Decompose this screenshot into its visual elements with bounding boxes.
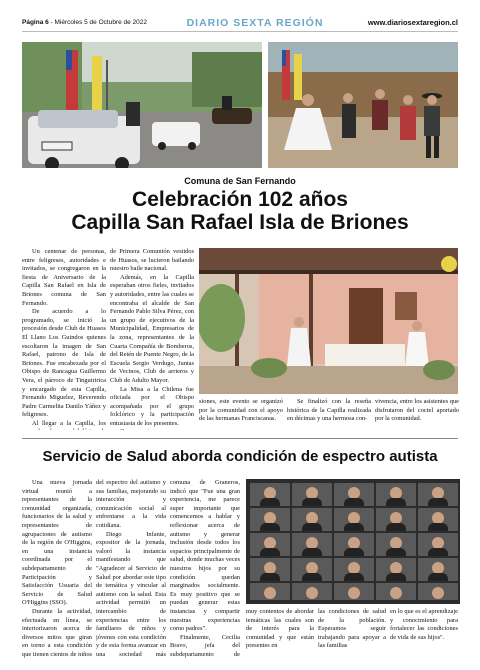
page-header [22, 14, 458, 32]
participant-tile [292, 558, 332, 581]
story2-paragraph: las condiciones de salud de la población. Esperamos seguir trabajando para apoyar a las familias [318, 608, 386, 650]
participant-tile [418, 483, 458, 506]
story2-column-4 [246, 608, 314, 660]
story2-paragraph: comuna de Graneros, indicó que "Fue una gran experiencia, me parece super importante que comencemos a hablar y reflexionar acerca de autismo y generar inclusión desde todos los espacios principalmente de salud, donde muchas veces nuestros hijos por su condición quedan marginados socialmente. Es muy positivo que se puedan generar estas instancias y compartir nuestras experiencias como padres". [170, 479, 240, 633]
story1-paragraph [110, 428, 194, 430]
participant-tile [334, 558, 374, 581]
story1-paragraph: La Misa a la Chilena fue oficiada por el Obispo acompañada por el grupo folclórico y la participación entusiasta de los presentes. [110, 385, 194, 427]
story2-paragraph: Diego Infante, expositor de la jornada, valoró la instancia manifestando que "Agradecer al Servicio de Salud por abordar este tipo de temática y vincular al autismo con la salud. Esta actividad permitió un intercambio de experiencias entre los familiares de niños y jóvenes con esta condición y de esta forma avanzar en una sociedad más [96, 530, 166, 658]
story2-paragraph: muy contentos de abordar temáticas las cuales son de interés para la comunidad y que están presentes en [246, 608, 314, 650]
participant-tile [250, 583, 290, 600]
website-link[interactable]: www.diariosextaregion.cl [367, 18, 458, 27]
story1-paragraph: Se finalizó con la reseña histórica de la Capilla realizada en décimas y una hermosa con- [287, 398, 371, 423]
story1-column-1 [22, 248, 106, 430]
participant-tile [418, 558, 458, 581]
chapel-mass-photo [199, 248, 458, 394]
story1-paragraph: de Primera Comunión vestidos de Huasos, se lucieron bailando nuestro baile nacional. [110, 248, 194, 273]
story1-paragraph: vivencia, entre los asistentes que disfrutaron del coctel aportado por la comunidad. [375, 398, 459, 423]
participant-tile [250, 533, 290, 556]
page-number: Página 6 [22, 19, 49, 26]
story2-paragraph: Finalmente, Cecilia Bravo, jefa del subdepartamento de [170, 633, 240, 658]
participant-tile [292, 483, 332, 506]
story2-column-1 [22, 479, 92, 659]
story1-column-4 [287, 398, 371, 430]
story2-column-2 [96, 479, 166, 659]
participant-tile [418, 533, 458, 556]
video-conference-photo [246, 479, 460, 604]
participant-tile [376, 558, 416, 581]
participant-tile [292, 508, 332, 531]
participant-tile [376, 583, 416, 600]
story1-headline [22, 188, 458, 234]
story1-column-5 [375, 398, 459, 430]
story1-headline-line2: Capilla San Rafael Isla de Briones [71, 211, 409, 234]
participant-tile [418, 508, 458, 531]
story1-column-2 [110, 248, 194, 430]
participant-tile [250, 483, 290, 506]
participant-tile [250, 558, 290, 581]
story2-column-3 [170, 479, 240, 659]
participant-tile [334, 533, 374, 556]
page-date-line [22, 19, 172, 26]
participant-tile [334, 508, 374, 531]
participant-tile [376, 508, 416, 531]
section-divider [22, 438, 458, 439]
story2-headline: Servicio de Salud aborda condición de espectro autista [42, 448, 438, 465]
story1-headline-line1: Celebración 102 años [132, 188, 348, 211]
story2-paragraph: Durante la actividad, efectuada en línea, se interiorizaron acerca de diversos mitos que giran en torno a esta condición que tienen cientos de niños [22, 607, 92, 658]
story2-column-6 [390, 608, 458, 660]
story1-paragraph: siones, este evento se organizó por la comunidad con el apoyo de las hermanas Franciscanas. [199, 398, 283, 423]
story1-kicker: Comuna de San Fernando [184, 176, 296, 186]
story1-column-3 [199, 398, 283, 430]
procession-photo [22, 42, 262, 168]
story1-paragraph: Además, en la Capilla esperaban otros fieles, invitados y autoridades, entre las cuales se encontraba el alcalde de San Fernando Pablo Silva Pérez, con un grupo de ejecutivos de la Municipalidad, Empresarios de la zona, representantes de la Cuarta Compañía de Bomberos, del Retén de Puente Negro, de la Escuela Sergio Verdugo, Juntas de Vecinos, Club de arrieros y Club de Adulto Mayor. [110, 273, 194, 384]
participant-tile [292, 583, 332, 600]
story2-paragraph: Una nueva jornada virtual reunió a representantes de la comunidad organizada, funcionarios de la salud y representantes de agrupaciones de autismo de la región de O'Higgins, en una instancia coordinada por el subdepartamento de Participación y Satisfacción Usuaria del Servicio de Salud O'Higgins (SSO). [22, 479, 92, 607]
participant-tile [292, 533, 332, 556]
participant-tile [418, 583, 458, 600]
participant-tile [376, 533, 416, 556]
participant-tile [334, 583, 374, 600]
participant-tile [334, 483, 374, 506]
folk-dance-photo [268, 42, 458, 168]
participant-tile [250, 508, 290, 531]
issue-date: - Miércoles 5 de Octubre de 2022 [48, 19, 148, 26]
story1-paragraph: Un centenar de personas, entre feligreses, autoridades e invitados, se congregaron en la fiesta de Aniversario de la Capilla San Rafael en Isla de Briones comuna de San Fernando. [22, 248, 106, 307]
story2-paragraph: en lo que es el aprendizaje y conocimiento para fortalecer las condiciones de vida de sus hijos". [390, 608, 458, 641]
story2-column-5 [318, 608, 386, 660]
masthead: DIARIO SEXTA REGIÓN [186, 16, 324, 29]
story1-paragraph: De acuerdo a lo programado, se inició la procesión desde Club de Huasos El Llano Los Guindos quienes escoltaron la imagen de San Rafael, patrono de Isla de Briones. Fue encabezada por el Obispo de Rancagua Guillermo Vera, el párroco de Tinguiririca y encargado de esta Capilla, Fernando Miguelez, Reverendo Padre Carmelita Danilo Yáñez y feligreses. [22, 308, 106, 419]
participant-tile [376, 483, 416, 506]
story2-paragraph: del espectro del autismo y sus familias, mejorando su interacción y comunicación social al enfrentarse a la vida cotidiana. [96, 479, 166, 529]
story1-paragraph: Al llegar a la Capilla, los [32, 419, 106, 427]
